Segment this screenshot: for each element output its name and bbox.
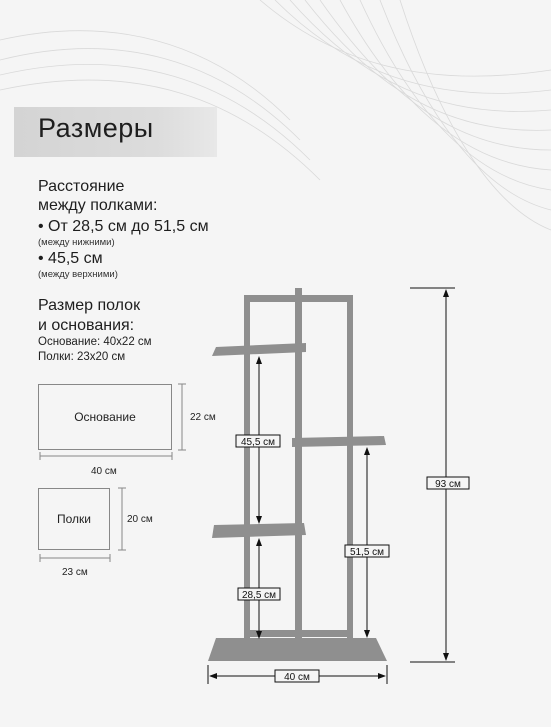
distance-item-upper-note: (между верхними) xyxy=(38,269,118,280)
base-size-text: Основание: 40х22 см xyxy=(38,336,152,348)
shelf-size-text: Полки: 23х20 см xyxy=(38,351,126,363)
distance-item-lower: • От 28,5 см до 51,5 см xyxy=(38,218,209,235)
distance-title-line1: Расстояние xyxy=(38,178,125,195)
shelf-lower-left xyxy=(212,523,306,538)
dim-lower-gap-label: 28,5 см xyxy=(241,590,277,601)
stand-center-post xyxy=(295,288,302,641)
shelf-width-label: 23 см xyxy=(62,567,88,578)
sizes-title-line2: и основания: xyxy=(38,317,135,334)
dim-right-gap-label: 51,5 см xyxy=(349,547,385,558)
sizes-title-line1: Размер полок xyxy=(38,297,141,314)
dim-total-height-label: 93 см xyxy=(435,479,461,490)
dim-upper-gap-label: 45,5 см xyxy=(240,437,276,448)
distance-item-lower-note: (между нижними) xyxy=(38,237,115,248)
stand-right-post xyxy=(347,295,353,641)
stand-base xyxy=(208,638,387,661)
dim-total-width-label: 40 см xyxy=(284,672,310,683)
distance-title-line2: между полками: xyxy=(38,197,158,214)
shelf-middle-right xyxy=(292,436,386,447)
base-height-label: 22 см xyxy=(190,412,216,423)
distance-item-upper: • 45,5 см xyxy=(38,250,103,267)
page-title: Размеры xyxy=(38,113,154,143)
base-width-label: 40 см xyxy=(91,466,117,477)
shelf-height-label: 20 см xyxy=(127,514,153,525)
shelf-rectangle-label: Полки xyxy=(57,512,91,526)
shelf-top-left xyxy=(212,343,306,356)
base-rectangle-label: Основание xyxy=(74,410,136,424)
